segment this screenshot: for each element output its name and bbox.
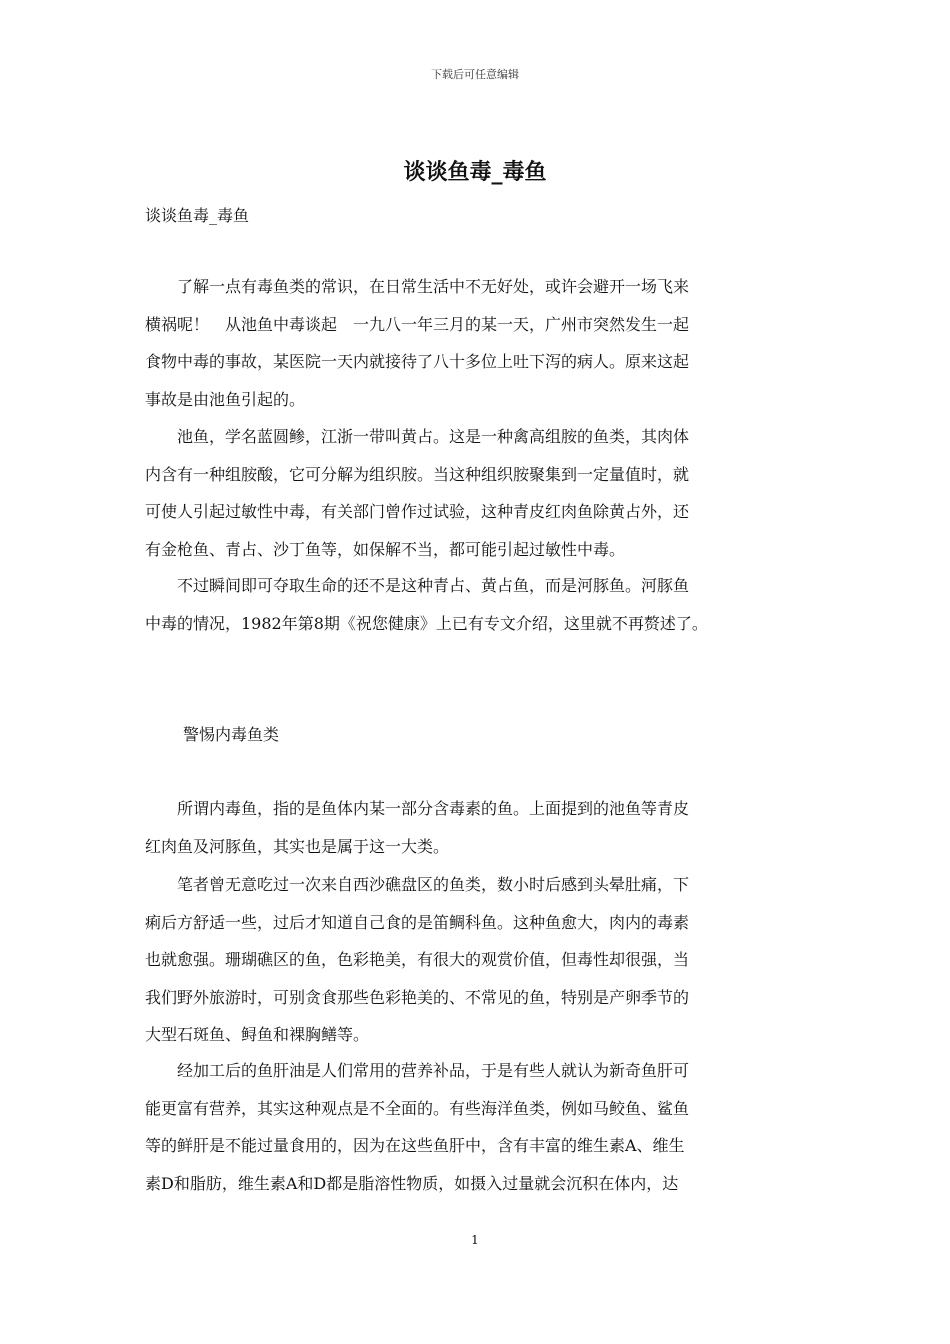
paragraph-line: 池鱼，学名蓝圆鲹，江浙一带叫黄占。这是一种禽高组胺的鱼类，其肉体 [145, 427, 690, 446]
paragraph-line: 了解一点有毒鱼类的常识，在日常生活中不无好处，或许会避开一场飞来 [145, 277, 690, 296]
document-subtitle: 谈谈鱼毒_毒鱼 [145, 206, 250, 225]
paragraph-intro [145, 268, 815, 418]
paragraph-line: 笔者曾无意吃过一次来自西沙礁盘区的鱼类，数小时后感到头晕肚痛，下 [145, 875, 690, 894]
paragraph-line: 经加工后的鱼肝油是人们常用的营养补品，于是有些人就认为新奇鱼肝可 [145, 1061, 690, 1080]
document-title: 谈谈鱼毒_毒鱼 [403, 159, 547, 185]
paragraph-line: 也就愈强。珊瑚礁区的鱼，色彩艳美，有很大的观赏价值，但毒性却很强，当 [145, 950, 690, 969]
paragraph-line: 等的鲜肝是不能过量食用的，因为在这些鱼肝中，含有丰富的维生素A、维生 [145, 1136, 685, 1155]
paragraph-line: 痢后方舒适一些，过后才知道自己食的是笛鲷科鱼。这种鱼愈大，肉内的毒素 [145, 912, 690, 932]
paragraph-line: 不过瞬间即可夺取生命的还不是这种青占、黄占鱼，而是河豚鱼。河豚鱼 [145, 576, 690, 595]
paragraph-line: 内含有一种组胺酸，它可分解为组织胺。当这种组织胺聚集到一定量值时，就 [145, 464, 690, 484]
paragraph-line: 事故是由池鱼引起的。 [145, 389, 306, 409]
paragraph-line: 食物中毒的事故，某医院一天内就接待了八十多位上吐下泻的病人。原来这起 [145, 352, 690, 371]
page-header: 下载后可任意编辑 [431, 68, 519, 81]
section-heading: 警惕内毒鱼类 [183, 725, 280, 744]
paragraph-yuganyou [145, 1052, 815, 1202]
paragraph-line: 能更富有营养，其实这种观点是不全面的。有些海洋鱼类，例如马鲛鱼、鲨鱼 [145, 1098, 690, 1118]
page-number: 1 [471, 1233, 479, 1247]
paragraph-line: 素D和脂肪，维生素A和D都是脂溶性物质，如摄入过量就会沉积在体内，达 [145, 1173, 679, 1193]
paragraph-line: 大型石斑鱼、鲟鱼和裸胸鳝等。 [145, 1025, 370, 1044]
paragraph-hetun [145, 567, 815, 642]
paragraph-line: 横祸呢！ 从池鱼中毒谈起 一九八一年三月的某一天，广州市突然发生一起 [145, 314, 690, 334]
paragraph-line: 我们野外旅游时，可别贪食那些色彩艳美的、不常见的鱼，特别是产卵季节的 [145, 987, 690, 1007]
paragraph-xisha [145, 866, 815, 1054]
paragraph-line: 所谓内毒鱼，指的是鱼体内某一部分含毒素的鱼。上面提到的池鱼等青皮 [145, 799, 690, 818]
paragraph-line: 红肉鱼及河豚鱼，其实也是属于这一大类。 [145, 836, 450, 856]
paragraph-line: 中毒的情况，1982年第8期《祝您健康》上已有专文介绍，这里就不再赘述了。 [145, 613, 708, 633]
paragraph-line: 可使人引起过敏性中毒，有关部门曾作过试验，这种青皮红肉鱼除黄占外，还 [145, 502, 690, 521]
paragraph-line: 有金枪鱼、青占、沙丁鱼等，如保解不当，都可能引起过敏性中毒。 [145, 539, 626, 559]
paragraph-neidu [145, 790, 815, 865]
paragraph-chiyu [145, 418, 815, 568]
